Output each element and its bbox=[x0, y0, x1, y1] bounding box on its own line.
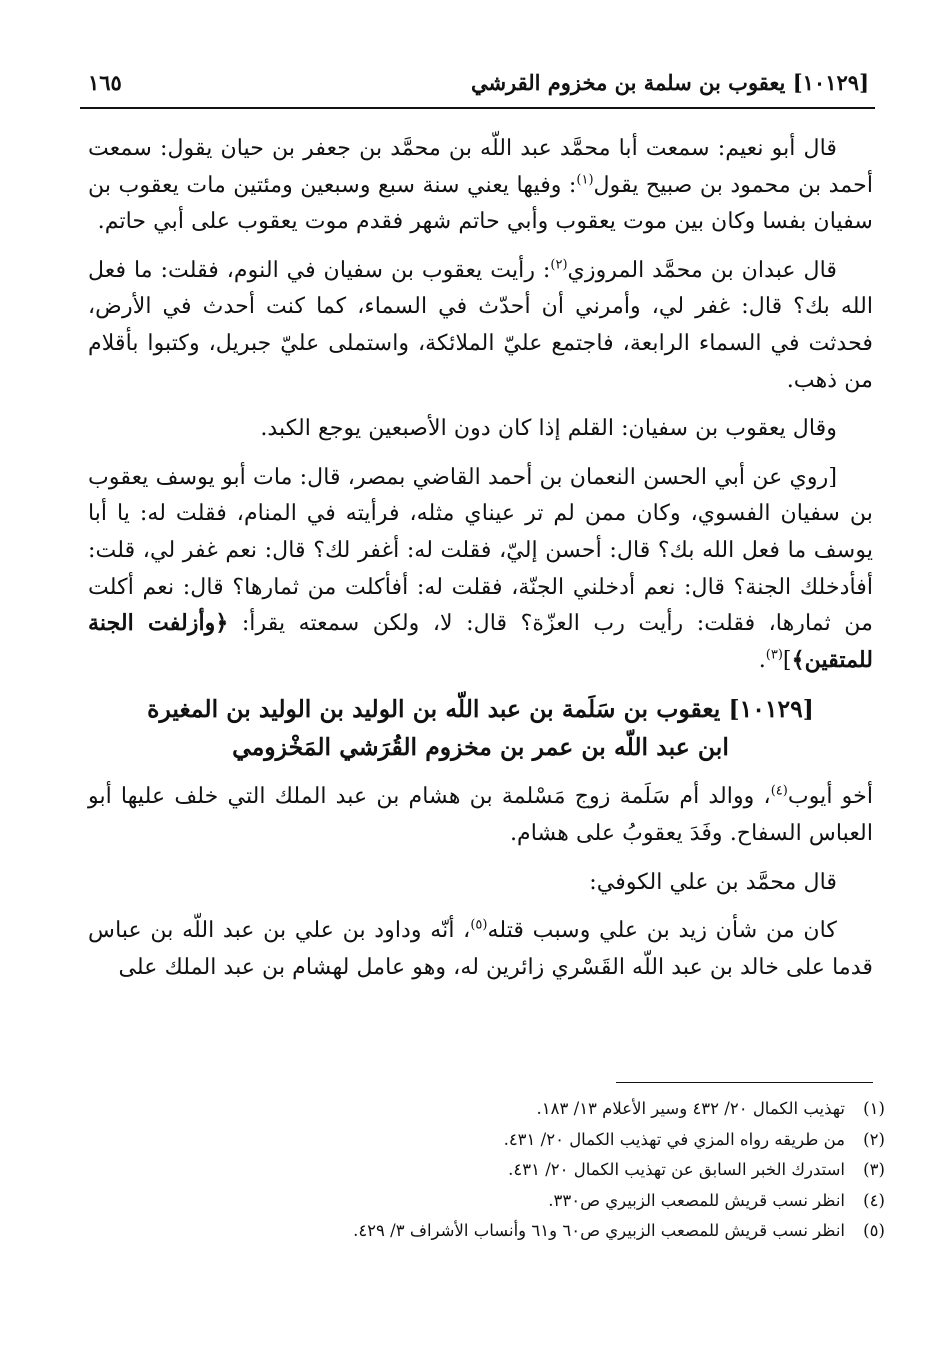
paragraph-text: أخو أيوب bbox=[787, 783, 873, 810]
page-number: ١٦٥ bbox=[88, 69, 122, 95]
paragraph-text: قال عبدان بن محمَّد المروزي bbox=[567, 256, 837, 283]
footnote-ref-5: (٥) bbox=[470, 917, 488, 933]
paragraph-2 bbox=[88, 252, 873, 398]
footnote-ref-1: (١) bbox=[576, 172, 594, 188]
footnote-item bbox=[88, 1186, 893, 1217]
footnote-text: انظر نسب قريش للمصعب الزبيري ص٦٠ و٦١ وأنساب الأشراف ٣/ ٤٢٩. bbox=[353, 1221, 845, 1240]
page-header bbox=[88, 62, 869, 102]
footnote-text: تهذيب الكمال ٢٠/ ٤٣٢ وسير الأعلام ١٣/ ١٨٣. bbox=[536, 1099, 845, 1118]
footnote-divider bbox=[616, 1082, 873, 1083]
paragraph-text: ، ووالد أم سَلَمة زوج مَسْلمة بن هشام بن عبد الملك التي خلف عليها أبو العباس السفاح. وفَدَ يعقوبُ على هشام. bbox=[88, 783, 873, 846]
paragraph-4 bbox=[88, 459, 873, 679]
paragraph-3: وقال يعقوب بن سفيان: القلم إذا كان دون الأصبعين يوجع الكبد. bbox=[260, 415, 837, 442]
paragraph-end: . bbox=[758, 646, 766, 673]
footnote-ref-2: (٢) bbox=[550, 257, 568, 273]
footnote-text: من طريقه رواه المزي في تهذيب الكمال ٢٠/ ٤٣١. bbox=[503, 1129, 845, 1149]
paragraph-1 bbox=[88, 130, 873, 240]
footnote-item bbox=[88, 1094, 893, 1125]
entry-title bbox=[88, 690, 873, 766]
footnote-number: (٤) bbox=[863, 1190, 885, 1210]
closing-bracket: ] bbox=[782, 646, 792, 673]
footnote-ref-4: (٤) bbox=[770, 783, 788, 799]
footnote-number: (٥) bbox=[863, 1221, 885, 1240]
footnote-number: (١) bbox=[863, 1099, 885, 1118]
footnote-item bbox=[88, 1125, 893, 1156]
running-title: [١٠١٢٩] يعقوب بن سلمة بن مخزوم القرشي bbox=[470, 69, 869, 95]
quran-verse: ﴿وأزلفت الجنة للمتقين﴾ bbox=[88, 610, 873, 673]
entry-title-line-2: ابن عبد اللّه بن عمر بن مخزوم القُرَشي المَخْزومي bbox=[232, 733, 729, 762]
entry-title-line-1: [١٠١٢٩] يعقوب بن سَلَمة بن عبد اللّه بن الوليد بن الوليد بن المغيرة bbox=[147, 695, 814, 724]
paragraph-5 bbox=[88, 778, 873, 851]
header-divider bbox=[80, 107, 875, 109]
footnote-text: استدرك الخبر السابق عن تهذيب الكمال ٢٠/ ٤٣١. bbox=[508, 1160, 845, 1179]
footnote-ref-3: (٣) bbox=[765, 647, 783, 663]
footnote-number: (٣) bbox=[863, 1160, 885, 1179]
footnote-item bbox=[88, 1216, 893, 1247]
paragraph-text: ، أنّه وداود بن علي بن عبد اللّه بن عباس قدما على خالد بن عبد اللّه القَسْري زائرين له، وهو عامل لهشام بن عبد الملك على bbox=[88, 917, 873, 980]
footnote-item bbox=[88, 1155, 893, 1186]
footnote-text: انظر نسب قريش للمصعب الزبيري ص٣٣٠. bbox=[548, 1190, 845, 1210]
paragraph-7 bbox=[88, 912, 873, 985]
paragraph-text: : رأيت يعقوب بن سفيان في النوم، فقلت: ما فعل الله بك؟ قال: غفر لي، وأمرني أن أحدّث في السماء، كما كنت أحدث في الأرض، فحدثت في السماء الرابعة، فاجتمع عليّ الملائكة، واستملى عليّ جبريل، وكتبوا بأقلام من ذهب. bbox=[88, 256, 873, 393]
paragraph-text: [روي عن أبي الحسن النعمان بن أحمد القاضي بمصر، قال: مات أبو يوسف يعقوب بن سفيان الفسوي، وكان ممن لم تر عيناي مثله، فرأيته في المنام، فقلت له: يا أبا يوسف ما فعل الله بك؟ قال: أحسن إليّ، فقلت له: أغفر لك؟ قال: نعم غفر لي، قلت: أفأدخلك الجنة؟ قال: نعم أدخلني الجنّة، فقلت له: أفأكلت من ثمارها؟ قال: نعم أكلت من ثمارها، فقلت: رأيت رب العزّة؟ قال: لا، ولكن سمعته يقرأ: bbox=[88, 463, 873, 637]
footnotes bbox=[88, 1094, 893, 1247]
footnote-number: (٢) bbox=[863, 1129, 885, 1149]
paragraph-6: قال محمَّد بن علي الكوفي: bbox=[589, 868, 837, 895]
paragraph-text: كان من شأن زيد بن علي وسبب قتله bbox=[487, 917, 837, 944]
paragraph-text: قال أبو نعيم: سمعت أبا محمَّد عبد اللّه بن محمَّد بن جعفر بن حيان يقول: سمعت أحمد بن محمود بن صبيح يقول bbox=[88, 135, 873, 198]
main-text bbox=[88, 130, 873, 997]
paragraph-text: : وفيها يعني سنة سبع وسبعين ومئتين مات يعقوب بن سفيان بفسا وكان بين موت يعقوب وأبي حاتم شهر فقدم موت يعقوب على أبي حاتم. bbox=[88, 171, 873, 235]
